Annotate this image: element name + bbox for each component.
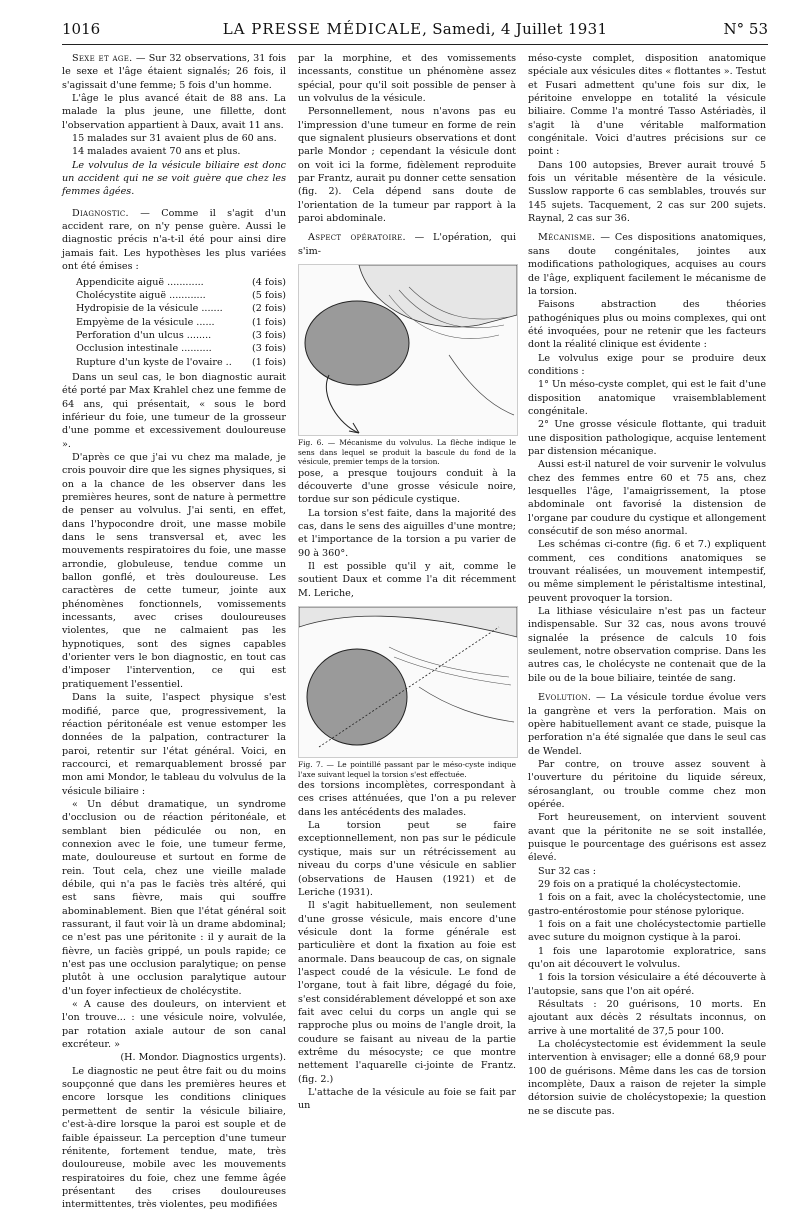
figure-6-caption: Fig. 6. — Mécanisme du volvulus. La flèche indique le sens dans lequel se produit la bascule du fond de la vésicule, premier temps de la torsion. (298, 438, 516, 467)
paragraph: pose, a presque toujours conduit à la découverte d'une grosse vésicule noire, tordue sur son pédicule cystique. (298, 467, 516, 506)
column-3 (528, 52, 766, 1118)
list-item: Perforation d'un ulcus ........ (3 fois) (76, 329, 286, 341)
paragraph: Le diagnostic ne peut être fait ou du moins soupçonné que dans les premières heures et encore lorsque les conditions cliniques permettent de sentir la vésicule biliaire, c'est-à-dire lorsque la paroi est souple et de faible épaisseur. La perception d'une tumeur rénitente, fortement tendue, mate, très douloureuse, mobile avec les mouvements respiratoires du foie, chez une femme âgée présentant des crises douloureuses intermittentes, très violentes, peu modifiées (62, 1065, 286, 1211)
list-item: Cholécystite aiguë ............ (5 fois) (76, 289, 286, 301)
paragraph: Le volvulus de la vésicule biliaire est donc un accident qui ne se voit guère que chez les femmes âgées. (62, 159, 286, 198)
paragraph: Sur 32 cas : (538, 865, 596, 877)
paragraph: par la morphine, et des vomissements incessants, constitue un phénomène assez spécial, pour qu'il soit possible de penser à un volvulus de la vésicule. (298, 53, 516, 105)
column-2 (298, 52, 516, 1113)
paragraph: 1 fois une laparotomie exploratrice, sans qu'on ait découvert le volvulus. (528, 945, 766, 971)
paragraph: — Comme il s'agit d'un accident rare, on n'y pense guère. Aussi le diagnostic précis n'a-t-il été pour ainsi dire jamais fait. Les hypothèses les plus variées ont été émises : (62, 207, 286, 273)
issue-date: , Samedi, 4 Juillet 1931 (422, 20, 608, 38)
paragraph: D'après ce que j'ai vu chez ma malade, je crois pouvoir dire que les signes physiques, si on a la chance de les observer dans les premières heures, sont de nature à permettre de penser au volvulus. J'ai senti, en effet, dans l'hypocondre droit, une masse mobile dans le sens transversal et, avec les mouvements respiratoires du foie, une masse arrondie, globuleuse, tendue comme un ballon gonflé, et très douloureuse. Les caractères de cette tumeur, jointe aux phénomènes fonctionnels, vomissements incessants, avec crises douloureuses violentes, que ne calmaient pas les hypnotiques, sont des signes capables d'orienter vers le bon diagnostic, en tout cas d'imposer l'intervention, ce qui est pratiquement l'essentiel. (62, 451, 286, 690)
paragraph: La torsion peut se faire exceptionnellement, non pas sur le pédicule cystique, mais sur un rétrécissement au niveau du corps d'une vésicule en sablier (observations de Hausen (1921) et de Leriche (1931). (298, 820, 516, 898)
section-heading-sexe: Sexe et age. (72, 53, 133, 64)
figure-7-caption: Fig. 7. — Le pointillé passant par le méso-cyste indique l'axe suivant lequel la torsion s'est effectuée. (298, 760, 516, 779)
paragraph: — L'opération, qui s'im- (298, 232, 517, 257)
figure-7-drawing (299, 607, 517, 757)
paragraph: Il est possible qu'il y ait, comme le soutient Daux et comme l'a dit récemment M. Leriche, (298, 561, 516, 599)
paragraph: des torsions incomplètes, correspondant à ces crises atténuées, que l'on a pu relever dans les antécédents des malades. (298, 780, 516, 818)
citation: (H. Mondor. Diagnostics urgents). (120, 1052, 286, 1064)
paragraph: 1 fois la torsion vésiculaire a été découverte à l'autopsie, sans que l'on ait opéré. (528, 972, 766, 997)
section-heading-mecanisme: Mécanisme. (538, 232, 596, 244)
section-heading-evolution: Evolution. (538, 692, 592, 704)
figure-6-drawing (299, 265, 517, 435)
paragraph: Les schémas ci-contre (fig. 6 et 7.) expliquent comment, ces conditions anatomiques se trouvant réalisées, un mouvement intempestif, ou même simplement le péristaltisme intestinal, peuvent provoquer la torsion. (528, 539, 766, 604)
journal-name: LA PRESSE MÉDICALE (222, 20, 423, 38)
paragraph: Dans la suite, l'aspect physique s'est modifié, parce que, progressivement, la réaction péritonéale est venue estomper les données de la palpation, contracturer la paroi, retentir sur l'état général. Voici, en raccourci, et remarquablement brossé par mon ami Mondor, le tableau du volvulus de la vésicule biliaire : (62, 692, 286, 797)
paragraph: Personnellement, nous n'avons pas eu l'impression d'une tumeur en forme de rein que signalent plusieurs observations et dont parle Mondor ; cependant la vésicule dont on voit ici la forme, fidèlement reproduite par Frantz, aurait pu donner cette sensation (fig. 2). Cela dépend sans doute de l'orientation de la tumeur par rapport à la paroi abdominale. (298, 106, 516, 225)
paragraph: Résultats : 20 guérisons, 10 morts. En ajoutant aux décès 2 résultats inconnus, on arrive à une mortalité de 37,5 pour 100. (528, 999, 766, 1037)
figure-7 (298, 606, 518, 758)
paragraph: Dans un seul cas, le bon diagnostic aurait été porté par Max Krahlel chez une femme de 64 ans, qui présentait, « sous le bord inférieur du foie, une tumeur de la grosseur d'une pomme et excessivement douloureuse ». (62, 371, 286, 450)
header-rule (62, 44, 768, 45)
list-item: Empyème de la vésicule ...... (1 fois) (76, 316, 286, 328)
hypotheses-list (76, 276, 286, 369)
list-item: Appendicite aiguë ............ (4 fois) (76, 276, 286, 288)
section-heading-diagnostic: Diagnostic. (72, 207, 129, 219)
issue-number: N° 53 (723, 20, 768, 38)
paragraph: 1 fois on a fait, avec la cholécystectomie, une gastro-entérostomie pour sténose pylorique. (528, 892, 766, 917)
column-1 (62, 52, 286, 1212)
paragraph: 1° Un méso-cyste complet, qui est le fait d'une disposition anatomique vraisemblablement congénitale. (528, 379, 766, 417)
figure-6 (298, 264, 518, 436)
paragraph: 1 fois on a fait une cholécystectomie partielle avec suture du moignon cystique à la paroi. (528, 919, 766, 944)
paragraph: La cholécystectomie est évidemment la seule intervention à envisager; elle a donné 68,9 pour 100 de guérisons. Même dans les cas de torsion incomplète, Daux a raison de rejeter la simple détorsion suivie de cholécystopexie; la question ne se discute pas. (528, 1039, 766, 1117)
paragraph: Fort heureusement, on intervient souvent avant que la péritonite ne se soit installée, puisque le pourcentage des guérisons est assez élevé. (528, 812, 766, 864)
paragraph: Dans 100 autopsies, Brever aurait trouvé 5 fois un véritable mésentère de la vésicule. Susslow rapporte 6 cas semblables, trouvés sur 145 sujets. Tacquement, 2 cas sur 200 sujets. Raynal, 2 cas sur 36. (528, 159, 766, 225)
paragraph: Aussi est-il naturel de voir survenir le volvulus chez des femmes entre 60 et 75 ans, chez lesquelles l'âge, l'amaigrissement, la ptose abdominale ont favorisé la distension de l'organe par coudure du cystique et allongement consécutif de son méso anormal. (528, 459, 766, 538)
paragraph: Il s'agit habituellement, non seulement d'une grosse vésicule, mais encore d'une vésicule dont la forme générale est particulière et dont la fixation au foie est anormale. Dans beaucoup de cas, on signale l'aspect coudé de la vésicule. Le fond de l'organe, tout à fait libre, dégagé du foie, s'est considérablement développé et son axe fait avec celui du corps un angle qui se rapproche plus ou moins de l'angle droit, la coudure se faisant au niveau de la partie extrême du mésocyste; ce que montre nettement l'aquarelle ci-jointe de Frantz. (fig. 2.) (298, 900, 516, 1085)
paragraph: 29 fois on a pratiqué la cholécystectomie. (538, 878, 741, 890)
paragraph: 15 malades sur 31 avaient plus de 60 ans. (72, 133, 277, 145)
paragraph: — La vésicule tordue évolue vers la gangrène et vers la perforation. Mais on opère habituellement avant ce stade, puisque la perforation n'a été signalée que dans le seul cas de Wendel. (528, 692, 766, 757)
list-item: Occlusion intestinale .......... (3 fois) (76, 343, 286, 355)
paragraph: Faisons abstraction des théories pathogéniques plus ou moins complexes, qui ont été invoquées, pour ne retenir que les facteurs dont la réalité clinique est évidente : (528, 299, 766, 351)
paragraph: méso-cyste complet, disposition anatomique spéciale aux vésicules dites « flottantes ». Testut et Fusari admettent qu'une fois sur dix, le péritoine enveloppe en totalité la vésicule biliaire. Comme l'a montré Tasso Astériadès, il s'agit là d'une véritable malformation congénitale. Voici d'autres précisions sur ce point : (528, 53, 766, 158)
list-item: Rupture d'un kyste de l'ovaire .. (1 fois) (76, 356, 286, 368)
paragraph: La torsion s'est faite, dans la majorité des cas, dans le sens des aiguilles d'une montre; et l'importance de la torsion a pu varier de 90 à 360°. (298, 507, 516, 559)
paragraph: La lithiase vésiculaire n'est pas un facteur indispensable. Sur 32 cas, nous avons trouvé signalée la présence de calculs 10 fois seulement, notre observation comprise. Dans les autres cas, le cholécyste ne contenait que de la bile ou de la boue biliaire, teintée de sang. (528, 606, 766, 684)
section-heading-aspect: Aspect opératoire. (308, 232, 406, 244)
journal-title (62, 20, 768, 38)
running-header (62, 20, 768, 42)
paragraph: Par contre, on trouve assez souvent à l'ouverture du péritoine du liquide séreux, sérosanglant, ou trouble comme chez mon opérée. (528, 758, 766, 810)
paragraph: 14 malades avaient 70 ans et plus. (72, 146, 241, 158)
paragraph: L'attache de la vésicule au foie se fait par un (298, 1087, 516, 1112)
paragraph: L'âge le plus avancé était de 88 ans. La malade la plus jeune, une fillette, dont l'observation appartient à Daux, avait 11 ans. (62, 93, 286, 131)
paragraph: 2° Une grosse vésicule flottante, qui traduit une disposition pathologique, acquise lentement par distension mécanique. (528, 419, 766, 457)
paragraph: — Ces dispositions anatomiques, sans doute congénitales, jointes aux modifications pathologiques, acquises au cours de l'âge, expliquent facilement le mécanisme de la torsion. (528, 232, 766, 297)
paragraph: « Un début dramatique, un syndrome d'occlusion ou de réaction péritonéale, et semblant bien pédiculée ou non, en connexion avec le foie, une tumeur ferme, mate, douloureuse et surtout en forme de rein. Tout cela, chez une vieille malade débile, qui n'a pas le faciès très altéré, qui est sans fièvre, mais qui souffre abominablement. Bien que l'état général soit rassurant, il faut voir là un drame abdominal; ce n'est pas une péritonite : il y aurait de la fièvre, un faciès grippé, un pouls rapide; ce n'est pas une occlusion paralytique; on pense plutôt à une occlusion paralytique autour d'un foyer infectieux de cholécystite. (62, 798, 286, 997)
paragraph: « A cause des douleurs, on intervient et l'on trouve... : une vésicule noire, volvulée, par rotation axiale autour de son canal excréteur. » (62, 999, 286, 1051)
paragraph: Le volvulus exige pour se produire deux conditions : (528, 352, 766, 377)
paragraph: — Sur 32 observations, 31 fois le sexe et l'âge étaient signalés; 26 fois, il s'agissait d'une femme; 5 fois d'un homme. (62, 53, 286, 91)
list-item: Hydropisie de la vésicule ....... (2 fois) (76, 303, 286, 315)
page-number: 1016 (62, 20, 101, 38)
